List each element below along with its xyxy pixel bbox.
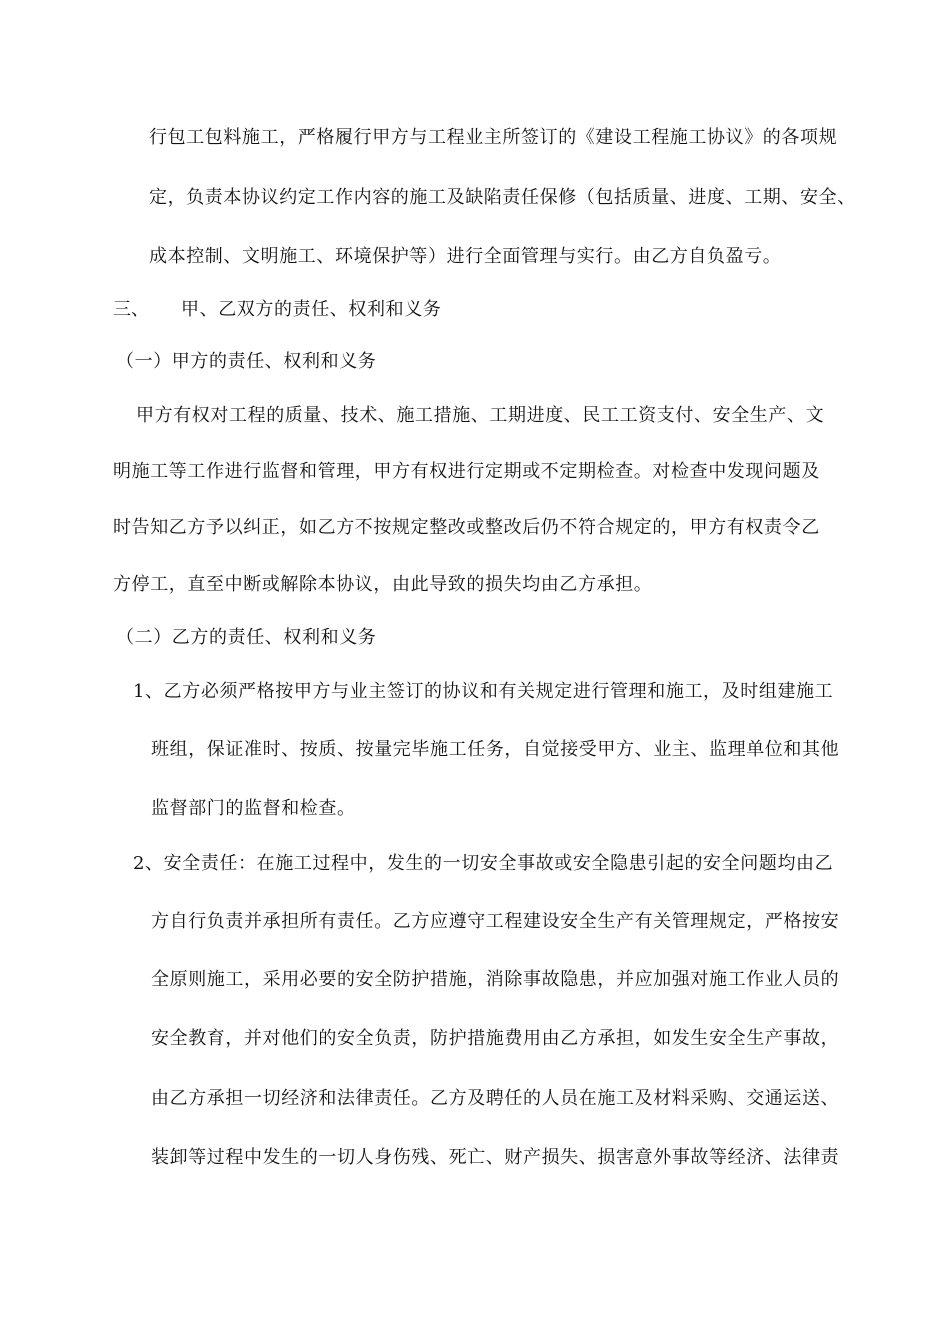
contract-paragraph-line-2: 定，负责本协议约定工作内容的施工及缺陷责任保修（包括质量、进度、工期、安全、	[149, 187, 856, 208]
contract-paragraph-line-1: 行包工包料施工，严格履行甲方与工程业主所签订的《建设工程施工协议》的各项规	[149, 127, 838, 148]
contract-paragraph-line-3: 成本控制、文明施工、环境保护等）进行全面管理与实行。由乙方自负盈亏。	[149, 246, 782, 267]
section-3-title: 甲、乙双方的责任、权利和义务	[181, 299, 442, 320]
item-2-line-1: 2、安全责任：在施工过程中，发生的一切安全事故或安全隐患引起的安全问题均由乙	[133, 853, 834, 874]
item-2-line-2: 方自行负责并承担所有责任。乙方应遵守工程建设安全生产有关管理规定，严格按安	[151, 911, 840, 932]
item-1-line-1: 1、乙方必须严格按甲方与业主签订的协议和有关规定进行管理和施工，及时组建施工	[133, 681, 834, 702]
subsection-1-line-2: 明施工等工作进行监督和管理，甲方有权进行定期或不定期检查。对检查中发现问题及	[113, 461, 820, 482]
item-2-line-6: 装卸等过程中发生的一切人身伤残、死亡、财产损失、损害意外事故等经济、法律责	[151, 1147, 840, 1168]
item-2-line-3: 全原则施工，采用必要的安全防护措施，消除事故隐患，并应加强对施工作业人员的	[151, 969, 840, 990]
item-1-line-3: 监督部门的监督和检查。	[151, 798, 356, 819]
subsection-1-line-3: 时告知乙方予以纠正，如乙方不按规定整改或整改后仍不符合规定的，甲方有权责令乙	[113, 517, 820, 538]
item-2-line-4: 安全教育，并对他们的安全负责，防护措施费用由乙方承担，如发生安全生产事故，	[151, 1028, 840, 1049]
section-3-number: 三、	[113, 299, 149, 320]
item-2-line-5: 由乙方承担一切经济和法律责任。乙方及聘任的人员在施工及材料采购、交通运送、	[151, 1088, 840, 1109]
subsection-1-title: （一）甲方的责任、权利和义务	[116, 351, 377, 372]
item-1-line-2: 班组，保证准时、按质、按量完毕施工任务，自觉接受甲方、业主、监理单位和其他	[151, 739, 840, 760]
subsection-2-title: （二）乙方的责任、权利和义务	[116, 627, 377, 648]
subsection-1-line-1: 甲方有权对工程的质量、技术、施工措施、工期进度、民工工资支付、安全生产、文	[136, 405, 825, 426]
subsection-1-line-4: 方停工，直至中断或解除本协议，由此导致的损失均由乙方承担。	[113, 574, 653, 595]
